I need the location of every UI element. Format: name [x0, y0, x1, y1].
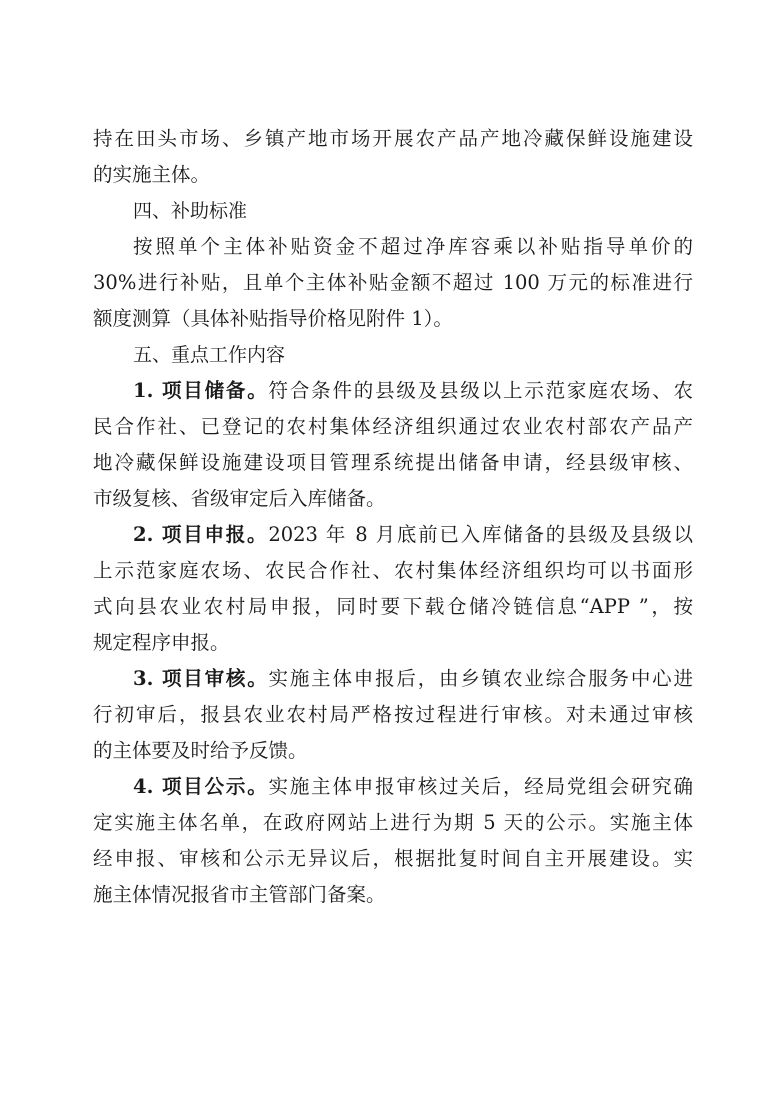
paragraph-line: 规定程序申报。 [93, 631, 230, 654]
item-text: 实施主体申报后，由乡镇农业综合服务中心进 [268, 667, 693, 690]
paragraph-line: 经申报、审核和公示无异议后，根据批复时间自主开展建设。实 [93, 847, 693, 870]
item-title-reserve: 1. 项目储备。 [133, 379, 269, 402]
paragraph-line: 定实施主体名单，在政府网站上进行为期 5 天的公示。实施主体 [93, 811, 693, 834]
item-text: 2023 年 8 月底前已入库储备的县级及县级以 [268, 523, 693, 546]
document-body [93, 121, 693, 913]
paragraph-line: 持在田头市场、乡镇产地市场开展农产品产地冷藏保鲜设施建设 [93, 127, 693, 150]
paragraph-line: 施主体情况报省市主管部门备案。 [93, 883, 386, 906]
item-text: 实施主体申报审核过关后，经局党组会研究确 [268, 775, 693, 798]
item-title-declaration: 2. 项目申报。 [133, 523, 269, 546]
item-first-line [93, 661, 693, 697]
item-title-publicity: 4. 项目公示。 [133, 775, 269, 798]
paragraph-line: 式向县农业农村局申报，同时要下载仓储冷链信息“APP ”，按 [93, 595, 693, 618]
paragraph-line: 地冷藏保鲜设施建设项目管理系统提出储备申请，经县级审核、 [93, 451, 693, 474]
item-first-line [93, 769, 693, 805]
item-first-line [93, 517, 693, 553]
paragraph-line: 的实施主体。 [93, 163, 211, 186]
paragraph-line: 的主体要及时给予反馈。 [93, 739, 308, 762]
paragraph-line: 民合作社、已登记的农村集体经济组织通过农业农村部农产品产 [93, 415, 693, 438]
paragraph-line: 上示范家庭农场、农民合作社、农村集体经济组织均可以书面形 [93, 559, 693, 582]
paragraph-line: 市级复核、省级审定后入库储备。 [93, 487, 386, 510]
paragraph-line: 行初审后，报县农业农村局严格按过程进行审核。对未通过审核 [93, 703, 693, 726]
paragraph-line: 30%进行补贴，且单个主体补贴金额不超过 100 万元的标准进行 [93, 271, 693, 294]
item-text: 符合条件的县级及县级以上示范家庭农场、农 [268, 379, 693, 402]
item-first-line [93, 373, 693, 409]
section-heading-key-work: 五、重点工作内容 [133, 344, 286, 366]
paragraph-line: 按照单个主体补贴资金不超过净库容乘以补贴指导单价的 [133, 235, 693, 258]
paragraph-line: 额度测算（具体补贴指导价格见附件 1）。 [93, 307, 453, 330]
section-heading-subsidy-standard: 四、补助标准 [133, 200, 248, 222]
item-title-review: 3. 项目审核。 [133, 667, 269, 690]
